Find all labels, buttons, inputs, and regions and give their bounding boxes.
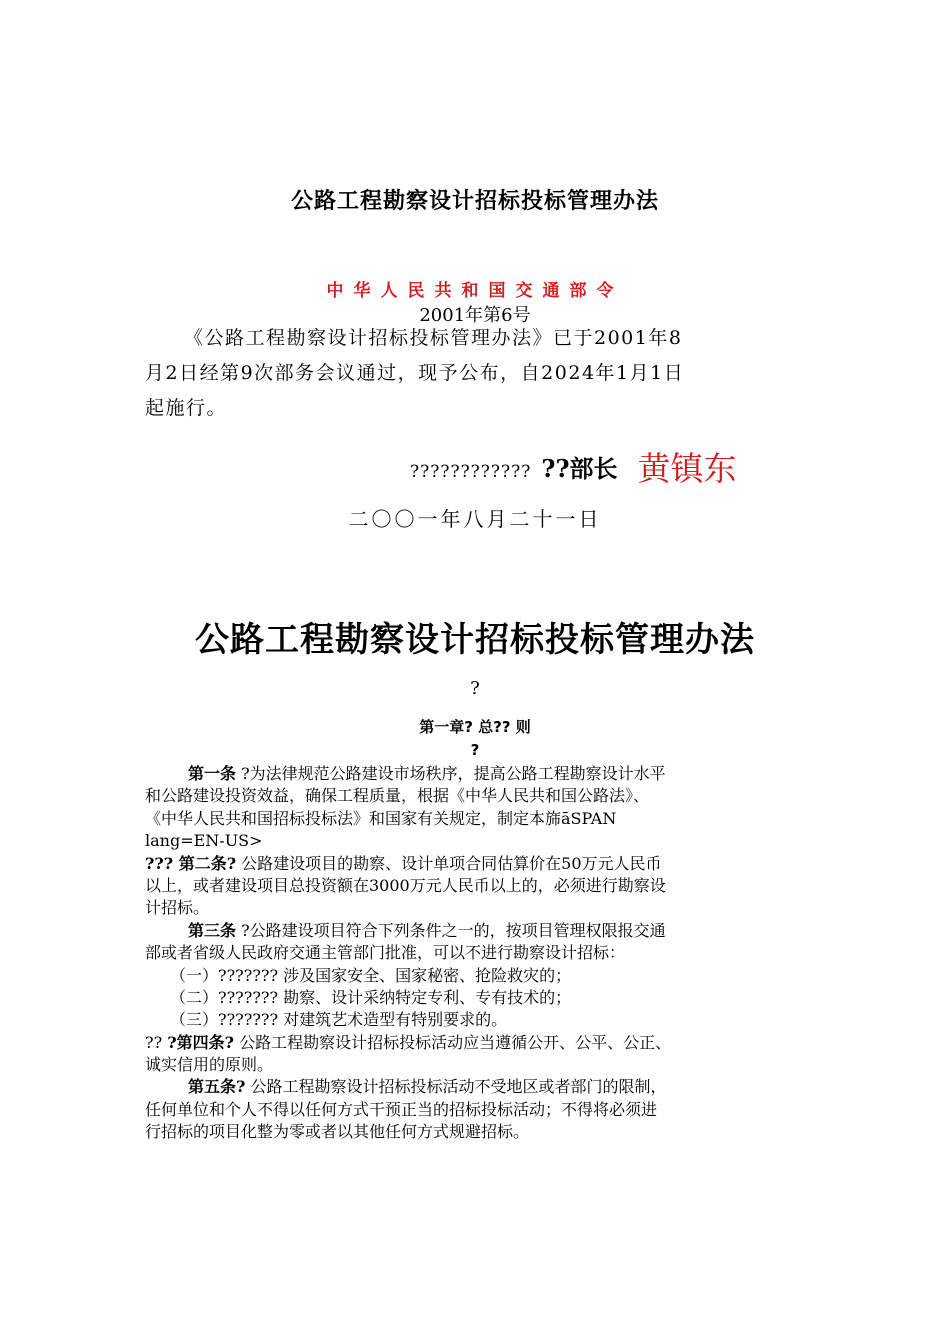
article-5-line-2: 任何单位和个人不得以任何方式干预正当的招标投标活动；不得将必须进 — [145, 1099, 658, 1119]
placeholder-mark: ? — [470, 678, 480, 699]
article-3-label: 第三条 — [188, 920, 237, 940]
article-4-label: ?第四条? — [167, 1032, 235, 1052]
article-2-line-3: 计招标。 — [145, 898, 210, 918]
article-2-line-2: 以上，或者建设项目总投资额在3000万元人民币以上的，必须进行勘察设 — [145, 875, 666, 895]
article-2-label: 第二条? — [173, 853, 237, 873]
order-number: 2001年第6号 — [419, 305, 531, 326]
article-3-item-3: （三）??????? 对建筑艺术造型有特别要求的。 — [170, 1010, 508, 1030]
article-body — [145, 763, 825, 1144]
signature-placeholder: ???????????? — [410, 462, 532, 482]
ministry-order-heading: 中华人民共和国交通部令 — [326, 281, 624, 301]
article-3-item-2: （二）??????? 勘察、设计采纳特定专利、专有技术的； — [170, 987, 572, 1007]
article-3-line-1: 第三条 ?公路建设项目符合下列条件之一的，按项目管理权限报交通 — [188, 920, 666, 940]
article-4-line-1: ?? ?第四条? 公路工程勘察设计招标投标活动应当遵循公开、公平、公正、 — [145, 1032, 672, 1052]
announcement-line-3: 起施行。 — [145, 397, 228, 419]
document-title-main: 公路工程勘察设计招标投标管理办法 — [195, 620, 755, 660]
article-1-label: 第一条 — [188, 764, 237, 783]
issue-date: 二〇〇一年八月二十一日 — [348, 507, 602, 531]
article-1-line-4: lang=EN-US> — [145, 831, 263, 851]
document-title-small: 公路工程勘察设计招标投标管理办法 — [290, 188, 659, 214]
placeholder-mark-2: ? — [470, 741, 480, 759]
chapter-heading: 第一章? 总?? 则 — [419, 718, 531, 736]
article-4-line-2: 诚实信用的原则。 — [145, 1055, 274, 1075]
announcement-line-2: 月2日经第9次部务会议通过，现予公布，自2024年1月1日 — [145, 362, 685, 384]
signature-line — [410, 440, 737, 487]
article-5-label: 第五条? — [188, 1077, 246, 1097]
article-5-line-1: 第五条? 公路工程勘察设计招标投标活动不受地区或者部门的限制， — [188, 1077, 667, 1097]
article-5-line-3: 行招标的项目化整为零或者以其他任何方式规避招标。 — [145, 1122, 530, 1142]
article-1-line-1: 第一条 ?为法律规范公路建设市场秩序，提高公路工程勘察设计水平 — [188, 764, 666, 783]
minister-title: ??部长 — [541, 454, 618, 483]
article-1-line-2: 和公路建设投资效益，确保工程质量，根据《中华人民共和国公路法》、 — [145, 786, 650, 806]
article-2-line-1: ??? 第二条? 公路建设项目的勘察、设计单项合同估算价在50万元人民币 — [145, 853, 662, 873]
article-3-line-2: 部或者省级人民政府交通主管部门批准，可以不进行勘察设计招标： — [145, 943, 626, 963]
announcement-line-1: 《公路工程勘察设计招标投标管理办法》已于2001年8 — [184, 327, 683, 349]
article-1-line-3: 《中华人民共和国招标投标法》和国家有关规定，制定本旆āSPAN — [145, 808, 617, 828]
article-3-item-1: （一）??????? 涉及国家安全、国家秘密、抢险救灾的； — [170, 965, 572, 985]
minister-name: 黄镇东 — [637, 449, 737, 488]
